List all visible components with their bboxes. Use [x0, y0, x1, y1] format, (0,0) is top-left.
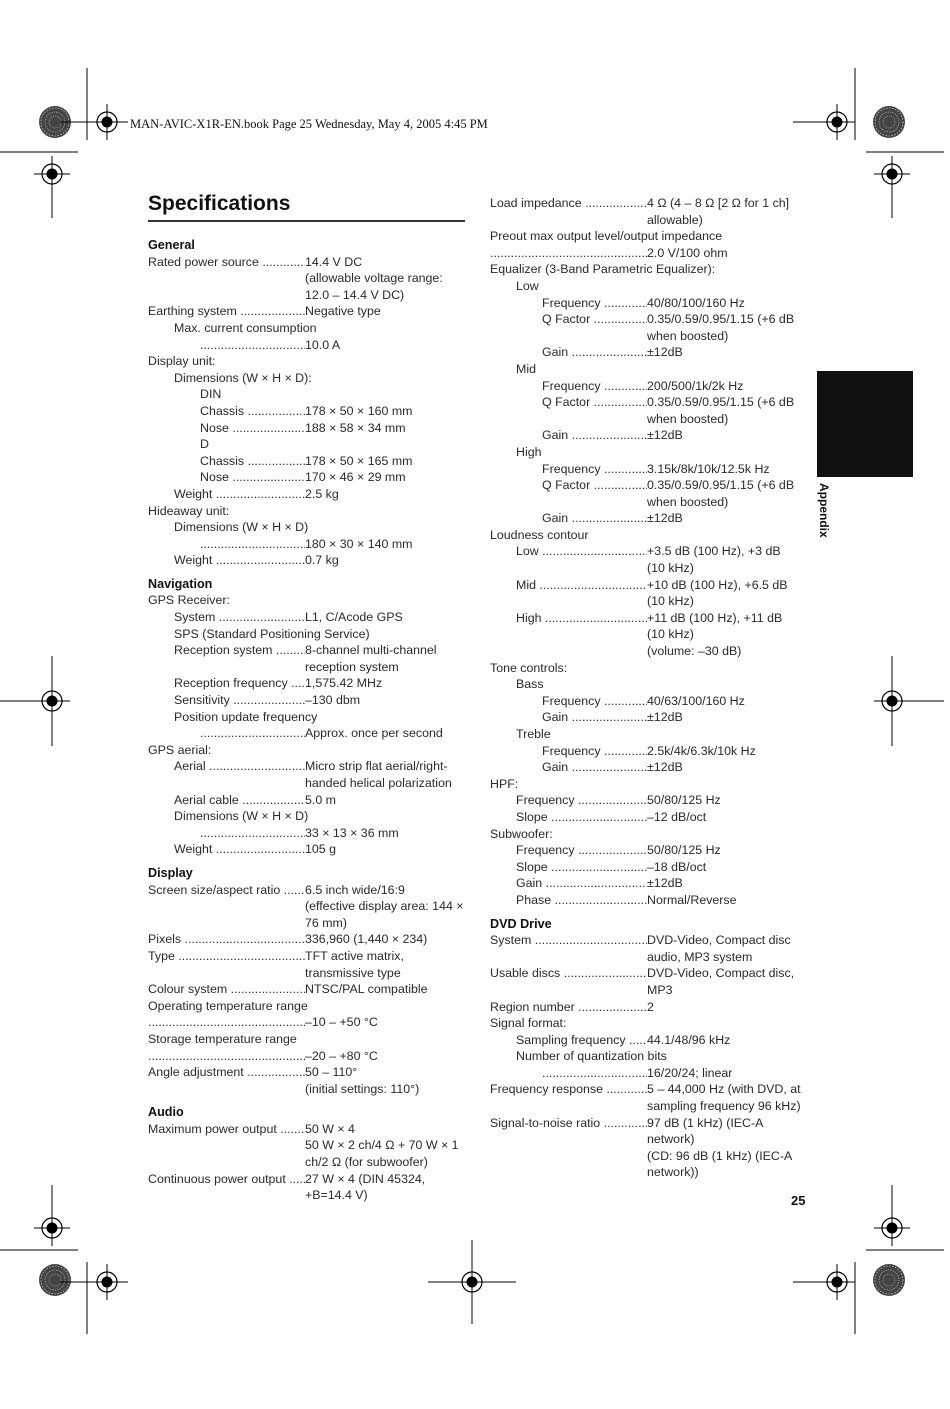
spec-group-label: Dimensions (W × H × D): [174, 520, 309, 535]
spec-label: Gain .....: [542, 709, 647, 726]
spec-group-label: Signal format:: [490, 1016, 567, 1031]
spec-label: Gain .....: [542, 510, 647, 527]
spec-value: –10 – +50 °C: [305, 1015, 378, 1030]
spec-row: [490, 344, 810, 361]
spec-row: [148, 1014, 468, 1031]
spec-group-label: Dimensions (W × H × D): [174, 809, 309, 824]
spec-label: Nose .....: [200, 420, 305, 437]
spec-value: 178 × 50 × 160 mm: [305, 403, 413, 418]
spec-row: [490, 1032, 810, 1049]
spec-value: 170 × 46 × 29 mm: [305, 470, 406, 485]
spec-label: Aerial cable .....: [174, 792, 305, 809]
spec-row: [490, 295, 810, 312]
spec-row: [490, 932, 810, 949]
page-number: 25: [791, 1193, 806, 1208]
spec-label: Q Factor .....: [542, 311, 647, 328]
spec-value: ±12dB: [647, 345, 683, 360]
spec-value-continued: network)): [647, 1165, 699, 1180]
spec-group-label: Max. current consumption: [174, 320, 317, 335]
spec-value-continued: audio, MP3 system: [647, 949, 753, 964]
spec-row: [148, 1048, 468, 1065]
spec-value: Negative type: [305, 304, 381, 319]
spec-label: Frequency response .....: [490, 1081, 647, 1098]
spec-label: Gain .....: [542, 344, 647, 361]
spec-value: 5.0 m: [305, 792, 336, 807]
spec-value: 0.35/0.59/0.95/1.15 (+6 dB: [647, 312, 795, 327]
spec-value: 4 Ω (4 – 8 Ω [2 Ω for 1 ch]: [647, 196, 790, 210]
spec-value: 2.0 V/100 ohm: [647, 245, 728, 260]
section-heading: DVD Drive: [490, 916, 552, 931]
spec-row: [148, 403, 468, 420]
spec-value: ±12dB: [647, 511, 683, 526]
spec-row: [490, 965, 810, 982]
spec-group-label: Preout max output level/output impedance: [490, 229, 723, 244]
spec-value: 0.35/0.59/0.95/1.15 (+6 dB: [647, 395, 795, 410]
spec-label: Colour system .....: [148, 981, 305, 998]
spec-group-label: Equalizer (3-Band Parametric Equalizer):: [490, 262, 716, 277]
spec-row: [148, 642, 468, 659]
section-heading: General: [148, 238, 195, 252]
spec-value: 180 × 30 × 140 mm: [305, 536, 413, 551]
spec-group-label: Mid: [516, 361, 536, 376]
spec-value: 0.7 kg: [305, 553, 339, 568]
spec-label: Region number .....: [490, 999, 647, 1016]
spec-label: Type .....: [148, 948, 305, 965]
title-rule: [148, 220, 465, 222]
spec-value: +10 dB (100 Hz), +6.5 dB: [647, 577, 788, 592]
spec-row: [148, 303, 468, 320]
spec-value-continued: 76 mm): [305, 915, 347, 930]
spec-label: Q Factor .....: [542, 394, 647, 411]
spec-value: 50 W × 4: [305, 1121, 355, 1136]
spec-value: ±12dB: [647, 710, 683, 725]
spec-value-continued: (volume: –30 dB): [647, 644, 742, 659]
spec-value-continued: 50 W × 2 ch/4 Ω + 70 W × 1: [305, 1138, 459, 1153]
spec-group-label: SPS (Standard Positioning Service): [174, 626, 370, 641]
spec-row: [148, 469, 468, 486]
spec-value: L1, C/Acode GPS: [305, 610, 403, 625]
registration-star-icon: [873, 1264, 905, 1296]
spec-value: ±12dB: [647, 760, 683, 775]
spec-label: Frequency .....: [542, 743, 647, 760]
spec-value-continued: handed helical polarization: [305, 776, 452, 790]
spec-label: Frequency .....: [542, 378, 647, 395]
spec-label: Signal-to-noise ratio .....: [490, 1115, 647, 1132]
spec-label: [200, 725, 305, 742]
spec-row: [148, 420, 468, 437]
spec-value-continued: reception system: [305, 659, 399, 674]
spec-row: [490, 245, 810, 262]
spec-row: [490, 892, 810, 909]
spec-label: Frequency .....: [542, 295, 647, 312]
spec-value: ±12dB: [647, 428, 683, 443]
spec-row: [490, 195, 810, 212]
spec-label: [542, 1065, 647, 1082]
spec-label: Weight .....: [174, 552, 305, 569]
spec-row: [148, 536, 468, 553]
spec-value: 2.5 kg: [305, 486, 339, 501]
spec-row: [148, 675, 468, 692]
spec-label: Sampling frequency .....: [516, 1032, 647, 1049]
spec-value: 6.5 inch wide/16:9: [305, 882, 405, 897]
section-heading: Display: [148, 865, 193, 880]
registration-star-icon: [39, 1264, 71, 1296]
spec-label: Aerial .....: [174, 758, 305, 775]
spec-value: 50/80/125 Hz: [647, 843, 721, 858]
spec-label: [148, 1048, 305, 1065]
spec-value-continued: (CD: 96 dB (1 kHz) (IEC-A: [647, 1148, 793, 1163]
spec-value: 5 – 44,000 Hz (with DVD, at: [647, 1082, 801, 1097]
spec-row: [490, 510, 810, 527]
spec-label: Weight .....: [174, 486, 305, 503]
spec-label: Sensitivity .....: [174, 692, 305, 709]
spec-row: [490, 875, 810, 892]
spec-row: [148, 692, 468, 709]
spec-value: 8-channel multi-channel: [305, 643, 437, 658]
spec-group-label: Position update frequency: [174, 709, 318, 724]
spec-value: 50/80/125 Hz: [647, 793, 721, 808]
spec-value-continued: (10 kHz): [647, 561, 694, 576]
spec-value: 44.1/48/96 kHz: [647, 1032, 731, 1047]
spec-value: 40/63/100/160 Hz: [647, 693, 745, 708]
spec-row: [490, 709, 810, 726]
spec-value: 16/20/24; linear: [647, 1065, 733, 1080]
spec-row: [148, 725, 468, 742]
spec-group-label: Tone controls:: [490, 660, 568, 675]
spec-row: [148, 825, 468, 842]
spec-value-continued: (effective display area: 144 ×: [305, 899, 464, 914]
spec-group-label: Dimensions (W × H × D):: [174, 370, 312, 385]
spec-row: [490, 999, 810, 1016]
spec-row: [148, 981, 468, 998]
spec-label: High .....: [516, 610, 647, 627]
spec-label: Reception system .....: [174, 642, 305, 659]
spec-value-continued: 12.0 – 14.4 V DC): [305, 287, 405, 302]
spec-row: [148, 337, 468, 354]
spec-label: Gain .....: [542, 427, 647, 444]
spec-row: [490, 394, 810, 411]
spec-label: System .....: [490, 932, 647, 949]
spec-label: Nose .....: [200, 469, 305, 486]
spec-value-continued: transmissive type: [305, 965, 401, 980]
spec-group-label: GPS aerial:: [148, 742, 212, 757]
spec-row: [148, 1171, 468, 1188]
spec-row: [490, 311, 810, 328]
spec-value: 2.5k/4k/6.3k/10k Hz: [647, 743, 756, 758]
spec-value: TFT active matrix,: [305, 948, 404, 963]
spec-value: 3.15k/8k/10k/12.5k Hz: [647, 461, 770, 476]
spec-row: [490, 743, 810, 760]
spec-value: –12 dB/oct: [647, 809, 707, 824]
spec-label: Frequency .....: [542, 461, 647, 478]
spec-value-continued: MP3: [647, 982, 673, 997]
spec-value: 14.4 V DC: [305, 254, 363, 269]
spec-row: [490, 759, 810, 776]
spec-label: Angle adjustment .....: [148, 1064, 305, 1081]
spec-value-continued: (10 kHz): [647, 627, 694, 642]
spec-value: 33 × 13 × 36 mm: [305, 825, 399, 840]
spec-value: Normal/Reverse: [647, 892, 737, 907]
spec-group-label: Operating temperature range: [148, 998, 308, 1013]
spec-label: [148, 1014, 305, 1031]
spec-row: [490, 461, 810, 478]
print-header: MAN-AVIC-X1R-EN.book Page 25 Wednesday, May 4, 2005 4:45 PM: [130, 117, 488, 131]
spec-row: [148, 948, 468, 965]
spec-group-label: HPF:: [490, 776, 519, 791]
spec-label: [200, 337, 305, 354]
spec-row: [148, 931, 468, 948]
section-heading: Navigation: [148, 576, 213, 591]
spec-group-label: Number of quantization bits: [516, 1049, 667, 1064]
spec-value: 10.0 A: [305, 337, 341, 352]
spec-label: [200, 536, 305, 553]
page-title: Specifications: [148, 192, 291, 215]
section-heading: Audio: [148, 1105, 184, 1120]
spec-row: [490, 1065, 810, 1082]
spec-value: 105 g: [305, 842, 337, 857]
spec-group-label: Subwoofer:: [490, 826, 553, 841]
spec-value: –130 dbm: [305, 693, 361, 708]
spec-label: [490, 245, 647, 262]
spec-group-label: Low: [516, 278, 539, 293]
spec-label: Gain .....: [516, 875, 647, 892]
spec-label: Low .....: [516, 543, 647, 560]
spec-group-label: Display unit:: [148, 354, 216, 369]
spec-value-continued: when boosted): [647, 494, 729, 509]
spec-label: Frequency .....: [516, 792, 647, 809]
spec-value: DVD-Video, Compact disc: [647, 933, 791, 948]
spec-value: 97 dB (1 kHz) (IEC-A: [647, 1115, 764, 1130]
spec-label: Rated power source .....: [148, 254, 305, 271]
spec-value: 178 × 50 × 165 mm: [305, 453, 413, 468]
spec-row: [148, 792, 468, 809]
specs-left-column: [148, 237, 468, 1204]
spec-value-continued: when boosted): [647, 411, 729, 426]
spec-row: [148, 1121, 468, 1138]
spec-value: 1,575.42 MHz: [305, 676, 383, 691]
registration-star-icon: [873, 106, 905, 138]
spec-label: Q Factor .....: [542, 477, 647, 494]
spec-group-label: D: [200, 437, 209, 452]
spec-value: Approx. once per second: [305, 726, 443, 741]
spec-label: [200, 825, 305, 842]
spec-label: Continuous power output .....: [148, 1171, 305, 1188]
spec-row: [148, 609, 468, 626]
spec-group-label: DIN: [200, 387, 222, 402]
appendix-label: Appendix: [817, 483, 831, 538]
spec-value: +11 dB (100 Hz), +11 dB: [647, 610, 783, 625]
spec-value-continued: network): [647, 1132, 695, 1147]
spec-value-continued: ch/2 Ω (for subwoofer): [305, 1155, 428, 1170]
spec-group-label: Treble: [516, 727, 551, 741]
spec-label: Usable discs .....: [490, 965, 647, 982]
spec-group-label: High: [516, 444, 542, 459]
spec-label: Reception frequency .....: [174, 675, 305, 692]
spec-value: Micro strip flat aerial/right-: [305, 759, 448, 774]
spec-row: [490, 577, 810, 594]
spec-value-continued: allowable): [647, 212, 703, 227]
spec-row: [490, 427, 810, 444]
spec-row: [490, 842, 810, 859]
spec-row: [148, 758, 468, 775]
spec-row: [490, 1081, 810, 1098]
spec-label: Frequency .....: [516, 842, 647, 859]
spec-row: [490, 378, 810, 395]
specs-right-column: [490, 195, 810, 1181]
spec-label: System .....: [174, 609, 305, 626]
spec-value: +3.5 dB (100 Hz), +3 dB: [647, 544, 781, 559]
spec-label: Mid .....: [516, 577, 647, 594]
spec-label: Chassis .....: [200, 403, 305, 420]
spec-row: [148, 254, 468, 271]
spec-value: 2: [647, 999, 654, 1014]
spec-value: 200/500/1k/2k Hz: [647, 378, 744, 393]
spec-value-continued: sampling frequency 96 kHz): [647, 1099, 801, 1114]
spec-value-continued: when boosted): [647, 328, 729, 343]
spec-value: 40/80/100/160 Hz: [647, 295, 745, 310]
spec-row: [148, 1064, 468, 1081]
spec-row: [148, 841, 468, 858]
spec-row: [490, 693, 810, 710]
spec-label: Slope .....: [516, 859, 647, 876]
spec-row: [148, 453, 468, 470]
spec-group-label: Storage temperature range: [148, 1031, 297, 1046]
spec-value-continued: (initial settings: 110°): [305, 1081, 420, 1096]
spec-group-label: Loudness contour: [490, 527, 589, 542]
spec-row: [490, 610, 810, 627]
spec-row: [490, 1115, 810, 1132]
spec-label: Gain .....: [542, 759, 647, 776]
spec-value: DVD-Video, Compact disc,: [647, 966, 795, 981]
spec-value-continued: (10 kHz): [647, 594, 694, 609]
spec-label: Chassis .....: [200, 453, 305, 470]
spec-row: [490, 543, 810, 560]
spec-value: 336,960 (1,440 × 234): [305, 932, 428, 947]
spec-value: 0.35/0.59/0.95/1.15 (+6 dB: [647, 478, 795, 493]
spec-label: Weight .....: [174, 841, 305, 858]
spec-label: Pixels .....: [148, 931, 305, 948]
spec-label: Phase .....: [516, 892, 647, 909]
spec-row: [148, 882, 468, 899]
spec-row: [148, 486, 468, 503]
spec-group-label: Bass: [516, 677, 544, 692]
spec-label: Screen size/aspect ratio .....: [148, 882, 305, 899]
spec-value: 50 – 110°: [305, 1065, 358, 1080]
spec-row: [490, 477, 810, 494]
spec-label: Earthing system .....: [148, 303, 305, 320]
spec-label: Load impedance .....: [490, 195, 647, 212]
spec-label: Maximum power output .....: [148, 1121, 305, 1138]
spec-value: ±12dB: [647, 876, 683, 891]
spec-value: NTSC/PAL compatible: [305, 982, 428, 997]
spec-value: –20 – +80 °C: [305, 1048, 378, 1063]
spec-label: Frequency .....: [542, 693, 647, 710]
spec-value-continued: (allowable voltage range:: [305, 271, 443, 286]
spec-value-continued: +B=14.4 V): [305, 1188, 368, 1203]
spec-row: [490, 792, 810, 809]
spec-value: 188 × 58 × 34 mm: [305, 420, 406, 435]
spec-value: 27 W × 4 (DIN 45324,: [305, 1171, 426, 1186]
spec-row: [148, 552, 468, 569]
spec-row: [490, 859, 810, 876]
spec-value: –18 dB/oct: [647, 859, 707, 874]
spec-group-label: Hideaway unit:: [148, 503, 230, 518]
spec-label: Slope .....: [516, 809, 647, 826]
appendix-tab: [817, 371, 913, 477]
spec-row: [490, 809, 810, 826]
spec-group-label: GPS Receiver:: [148, 593, 230, 608]
